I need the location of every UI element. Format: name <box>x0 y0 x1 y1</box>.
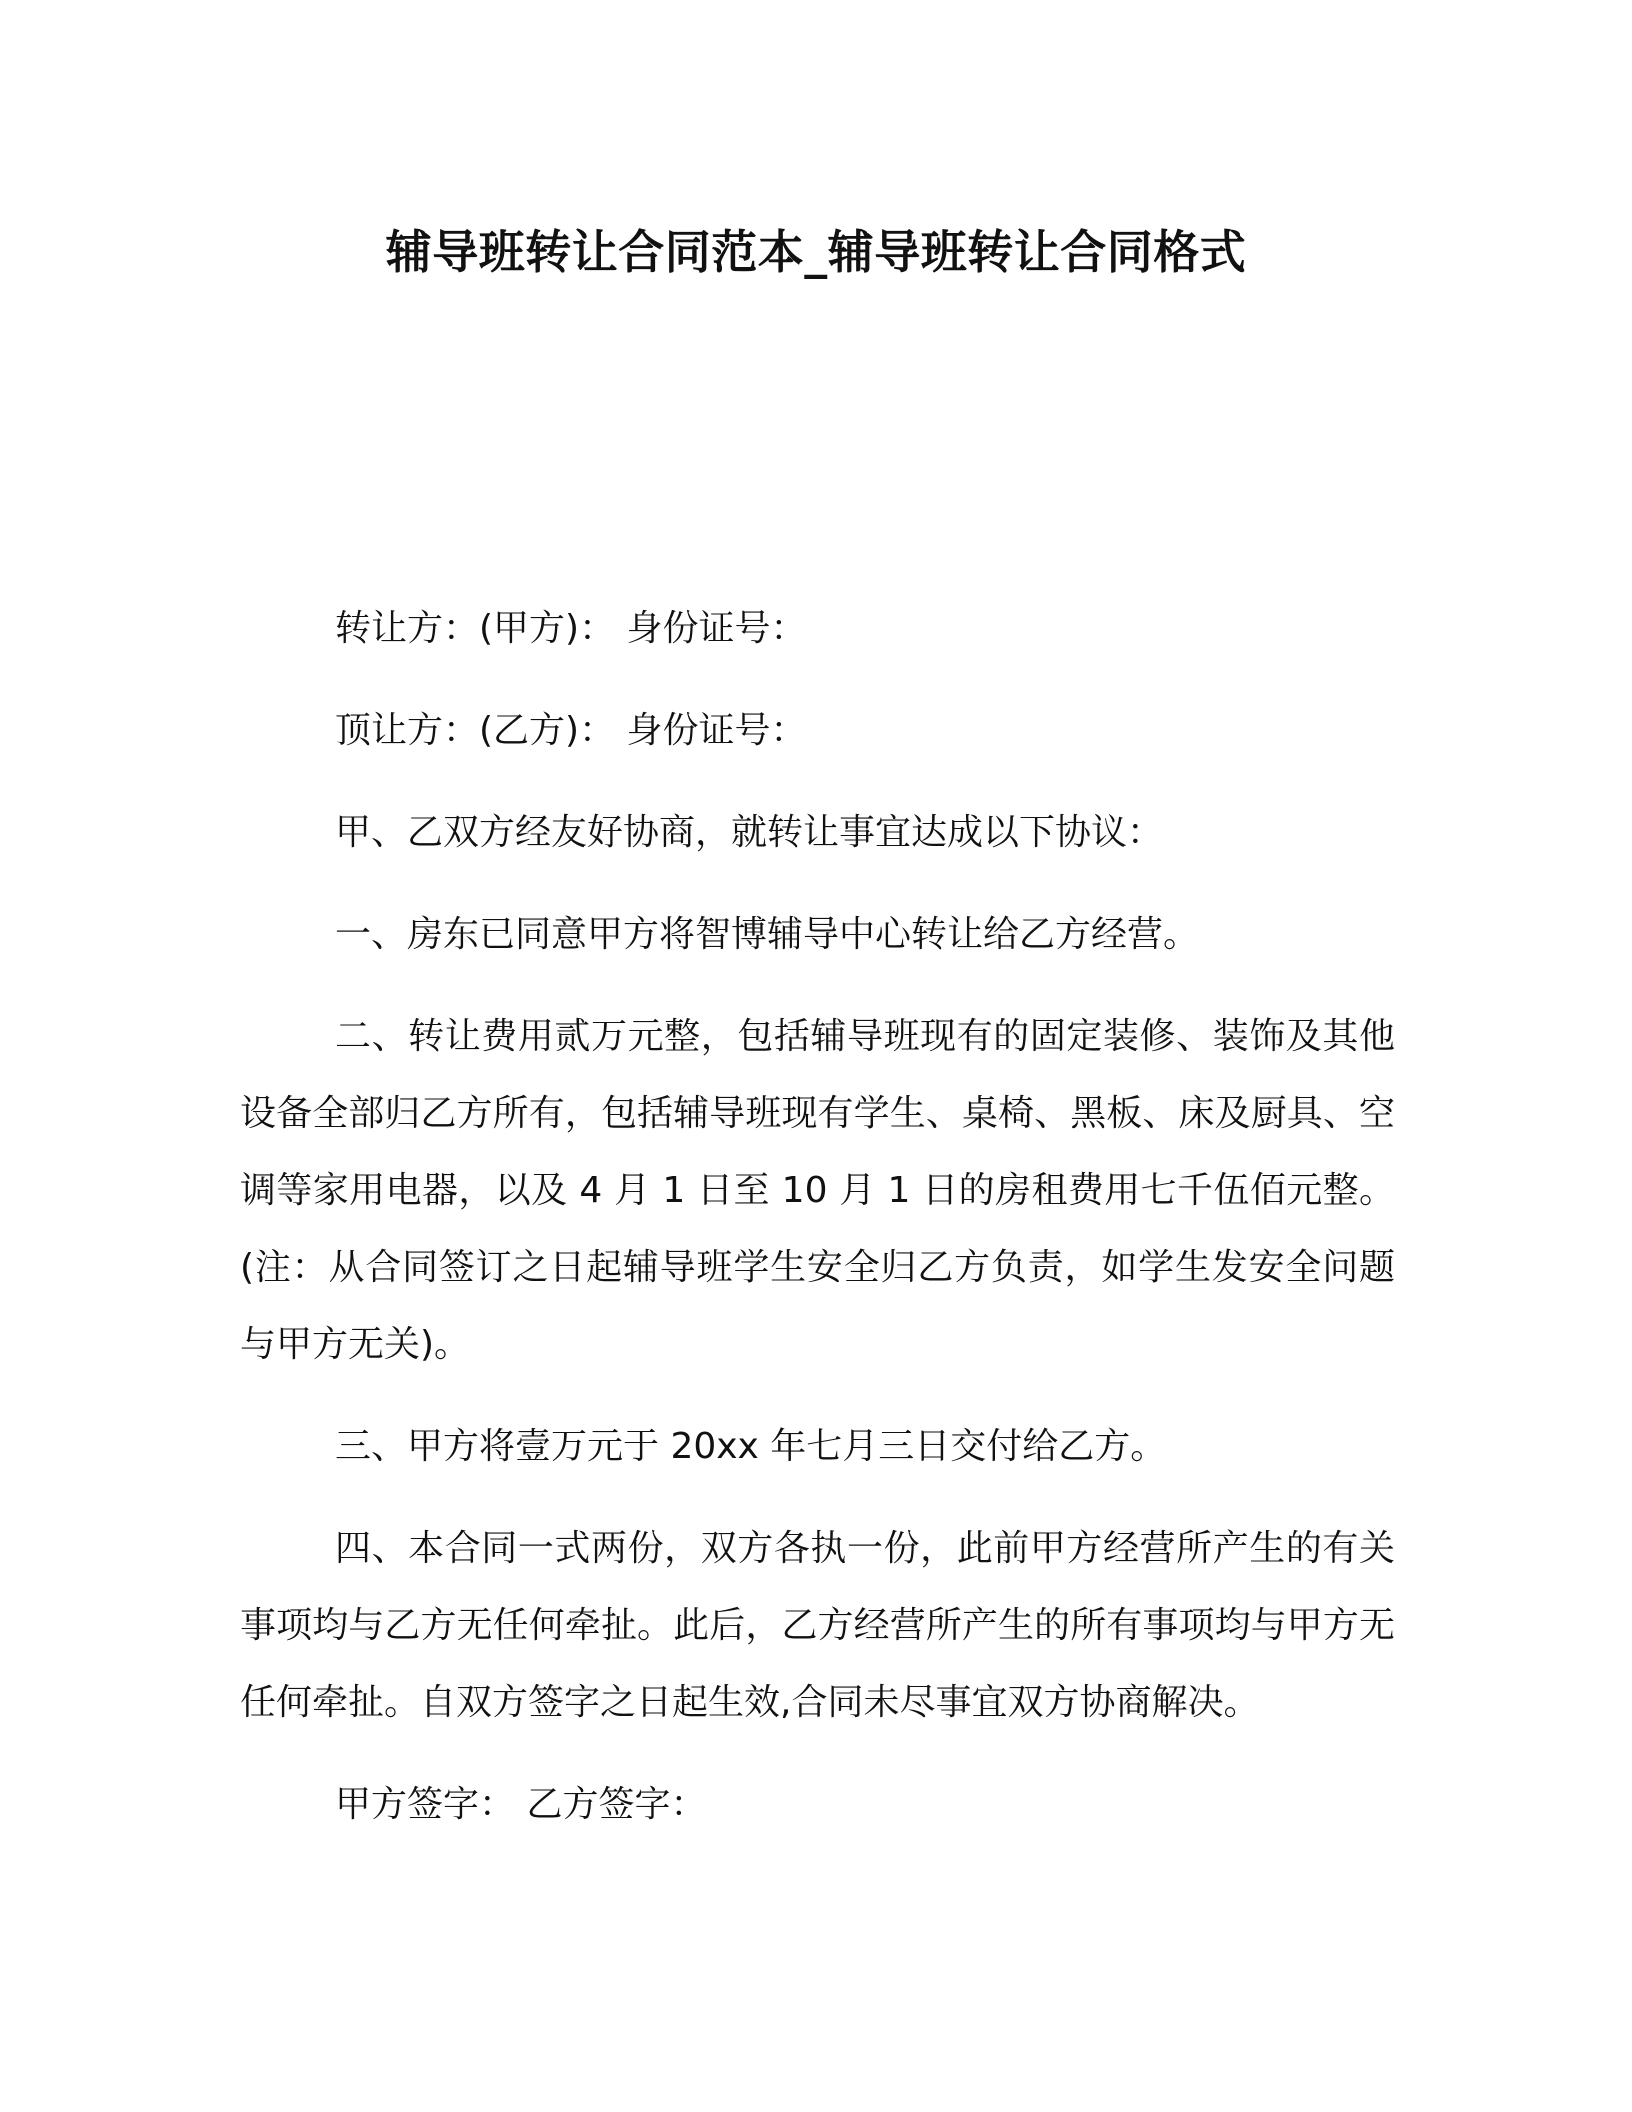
document-body <box>240 590 1395 1868</box>
clause-3: 三、甲方将壹万元于 20xx 年七月三日交付给乙方。 <box>335 1426 1167 1467</box>
clause-4: 四、本合同一式两份，双方各执一份，此前甲方经营所产生的有关事项均与乙方无任何牵扯。此后，乙方经营所产生的所有事项均与甲方无任何牵扯。自双方签字之日起生效,合同未尽事宜双方协商解决。 <box>240 1528 1395 1723</box>
clause-2: 二、转让费用贰万元整，包括辅导班现有的固定装修、装饰及其他设备全部归乙方所有，包括辅导班现有学生、桌椅、黑板、床及厨具、空调等家用电器，以及 4 月 1 日至 10 月 1 日的房租费用七千伍佰元整。(注：从合同签订之日起辅导班学生安全归乙方负责，如学生发安全问题与甲方无关)。 <box>240 1016 1395 1365</box>
party-a-line: 转让方：(甲方)： 身份证号： <box>335 608 807 649</box>
document-title: 辅导班转让合同范本_辅导班转让合同格式 <box>385 225 1247 279</box>
party-b-line: 顶让方：(乙方)： 身份证号： <box>335 710 807 751</box>
clause-1: 一、房东已同意甲方将智博辅导中心转让给乙方经营。 <box>335 914 1200 955</box>
agreement-intro: 甲、乙双方经友好协商，就转让事宜达成以下协议： <box>335 812 1164 853</box>
signature-line: 甲方签字： 乙方签字： <box>335 1784 707 1825</box>
